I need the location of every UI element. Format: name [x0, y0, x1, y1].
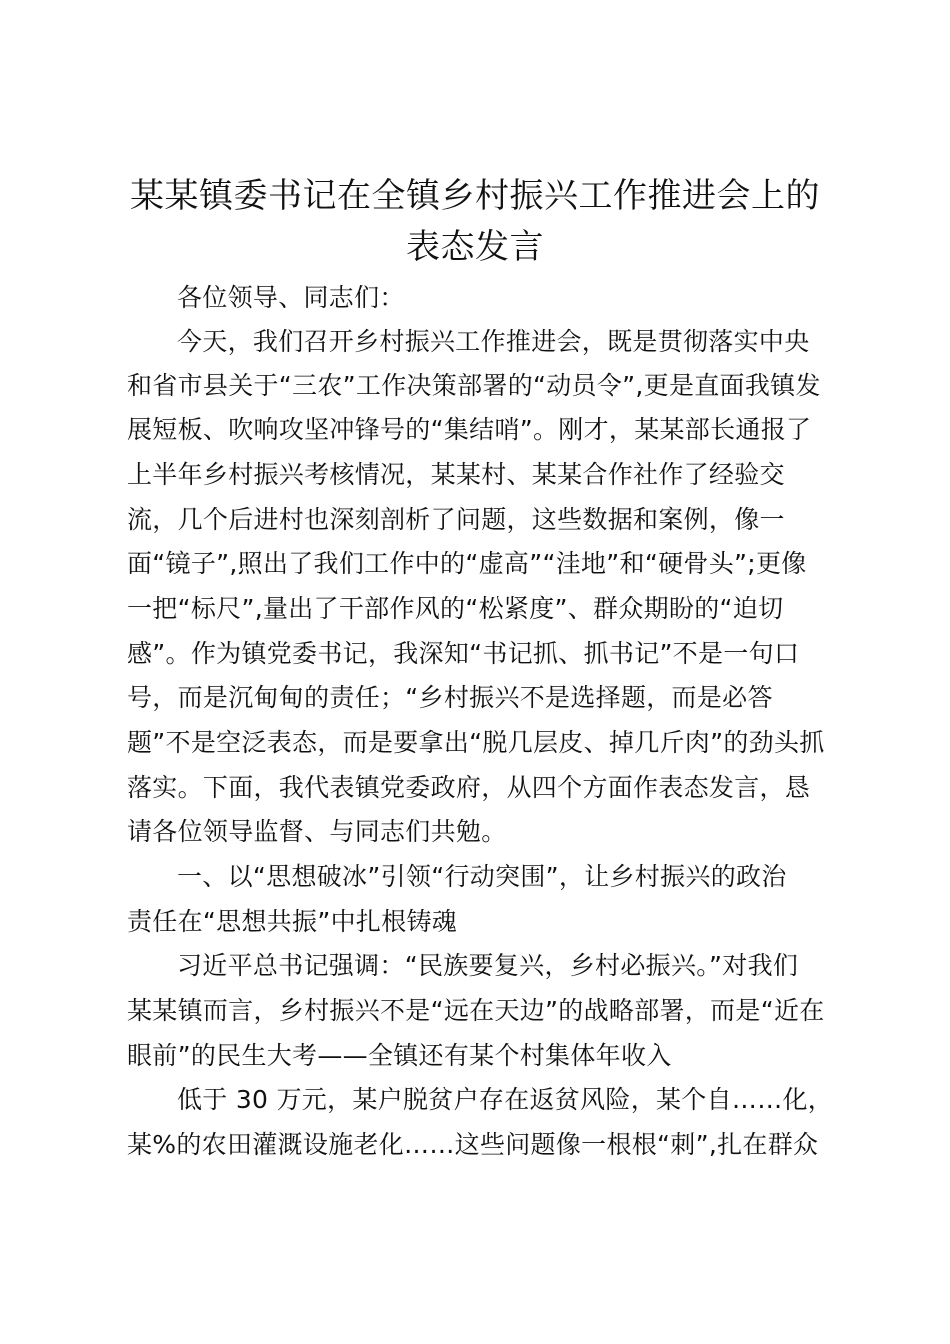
body-line: 展短板、吹响攻坚冲锋号的“集结哨”。刚才，某某部长通报了 [127, 415, 812, 444]
section-heading-line: 责任在“思想共振”中扎根铸魂 [127, 907, 458, 936]
body-line: 感”。作为镇党委书记，我深知“书记抓、抓书记”不是一句口 [127, 639, 800, 668]
body-line: 一把“标尺”,量出了干部作风的“松紧度”、群众期盼的“迫切 [127, 594, 784, 623]
body-line: 落实。下面，我代表镇党委政府，从四个方面作表态发言，恳 [127, 773, 811, 802]
body-line: 今天，我们召开乡村振兴工作推进会，既是贯彻落实中央 [177, 327, 810, 356]
document-title-line-2: 表态发言 [406, 227, 544, 267]
body-line: 面“镜子”,照出了我们工作中的“虚高”“洼地”和“硬骨头”;更像 [127, 549, 807, 578]
body-line: 和省市县关于“三农”工作决策部署的“动员令”,更是直面我镇发 [127, 371, 821, 400]
body-line: 习近平总书记强调：“民族要复兴，乡村必振兴。”对我们 [177, 951, 799, 980]
body-line: 低于 30 万元，某户脱贫户存在返贫风险，某个自……化， [177, 1085, 834, 1114]
body-line: 请各位领导监督、与同志们共勉。 [127, 817, 507, 846]
body-line: 题”不是空泛表态，而是要拿出“脱几层皮、掉几斤肉”的劲头抓 [127, 728, 825, 757]
salutation: 各位领导、同志们： [177, 283, 405, 312]
body-line: 流，几个后进村也深刻剖析了问题，这些数据和案例，像一 [127, 505, 785, 534]
section-heading-line: 一、以“思想破冰”引领“行动突围”，让乡村振兴的政治 [177, 862, 787, 891]
body-line: 号，而是沉甸甸的责任；“乡村振兴不是选择题，而是必答 [127, 683, 773, 712]
body-line: 某%的农田灌溉设施老化……这些问题像一根根“刺”,扎在群众 [127, 1130, 819, 1159]
document-title-line-1: 某某镇委书记在全镇乡村振兴工作推进会上的 [130, 176, 820, 216]
body-line: 上半年乡村振兴考核情况，某某村、某某合作社作了经验交 [127, 460, 785, 489]
body-line: 眼前”的民生大考——全镇还有某个村集体年收入 [127, 1041, 672, 1070]
body-line: 某某镇而言，乡村振兴不是“远在天边”的战略部署，而是“近在 [127, 996, 825, 1025]
